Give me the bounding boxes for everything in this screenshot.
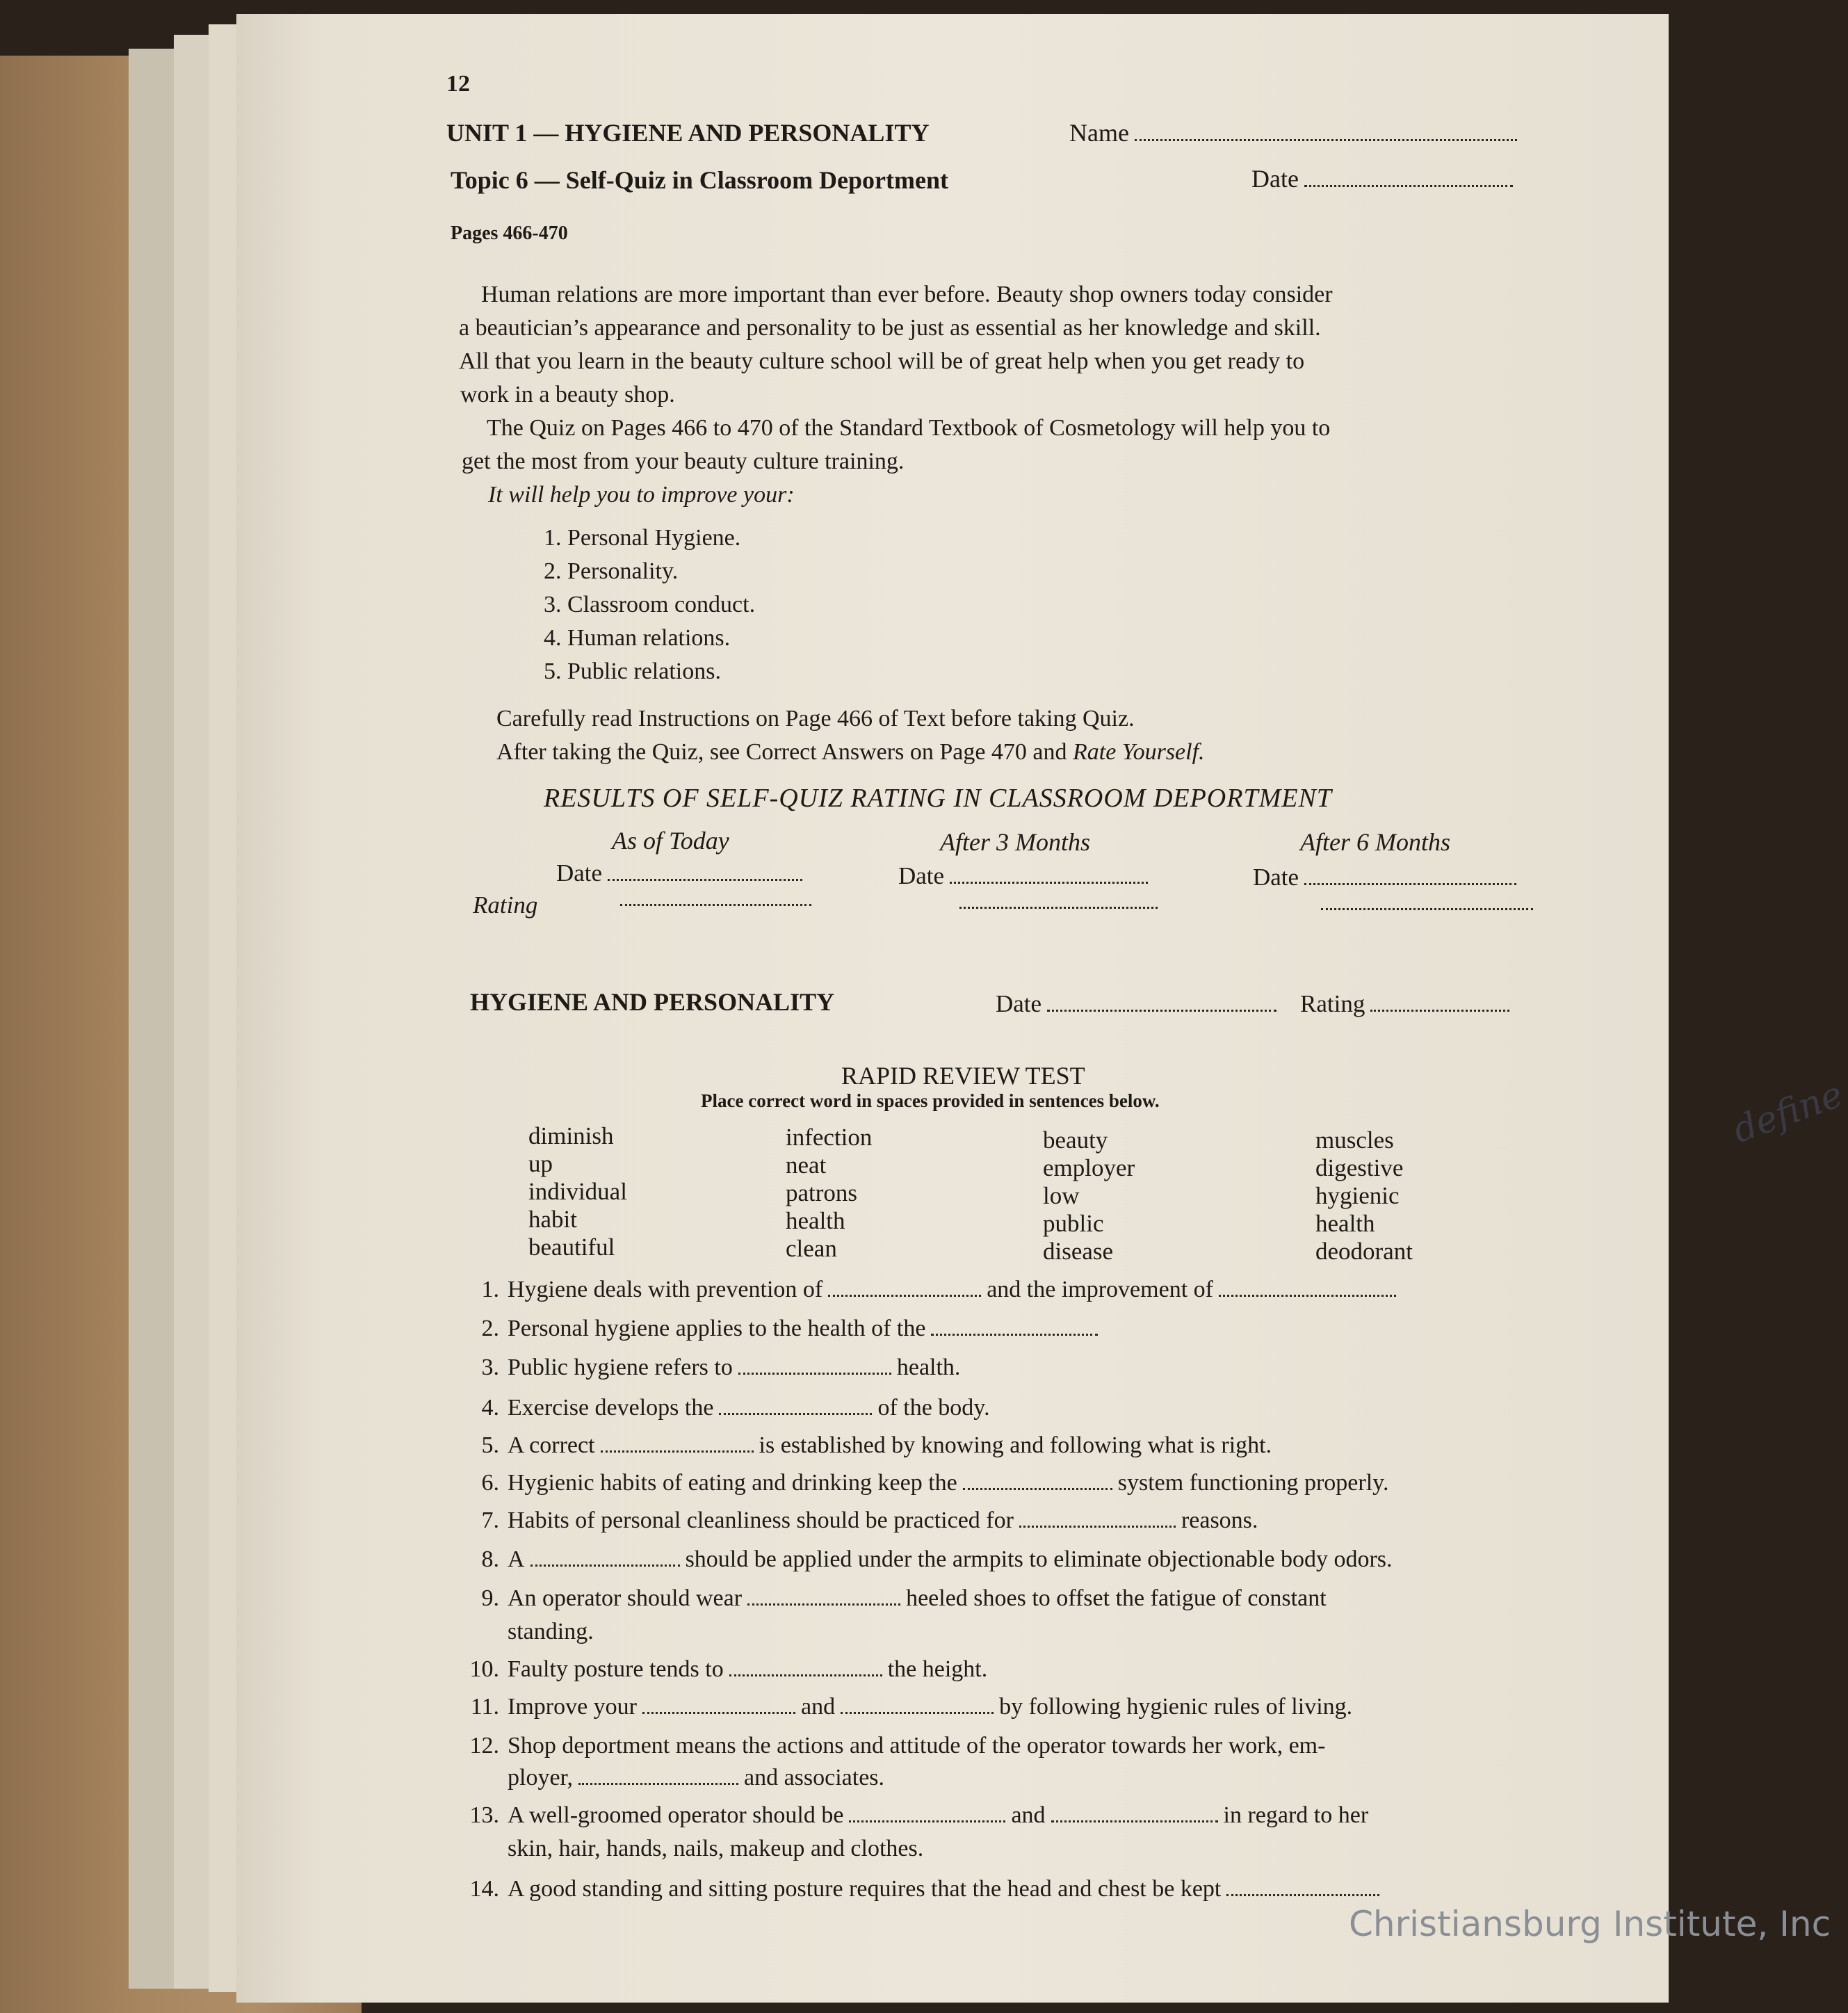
question-number: 3. <box>481 1355 499 1380</box>
rating-label: Rating <box>1300 990 1365 1017</box>
question-row <box>459 1876 1385 1902</box>
question-text: system functioning properly. <box>1117 1470 1389 1496</box>
answer-blank[interactable] <box>849 1820 1005 1822</box>
question-row <box>459 1507 1258 1534</box>
question-number: 12. <box>469 1733 499 1759</box>
date-field[interactable] <box>1251 164 1518 193</box>
intro-line: All that you learn in the beauty culture school will be of great help when you get ready to <box>459 348 1305 374</box>
word-bank-column <box>786 1124 872 1263</box>
list-item: 3. Classroom conduct. <box>544 592 756 617</box>
question-text: in regard to her <box>1223 1802 1369 1828</box>
rating-blank[interactable] <box>1370 1010 1509 1012</box>
date-blank[interactable] <box>1047 1010 1276 1012</box>
question-text: health. <box>896 1355 961 1380</box>
results-date-6months[interactable] <box>1253 864 1522 891</box>
word: neat <box>786 1151 827 1179</box>
answer-blank[interactable] <box>601 1450 754 1453</box>
question-text: and associates. <box>744 1765 885 1790</box>
intro-line: get the most from your beauty culture training. <box>462 448 905 474</box>
question-text: by following hygienic rules of living. <box>999 1694 1353 1720</box>
word: beautiful <box>528 1234 615 1261</box>
word: diminish <box>528 1122 614 1149</box>
question-row <box>459 1432 1272 1459</box>
word: employer <box>1043 1154 1135 1181</box>
question-row <box>459 1395 990 1421</box>
answer-blank[interactable] <box>931 1334 1098 1336</box>
section-date-field[interactable] <box>996 990 1282 1018</box>
date-label: Date <box>1251 165 1299 193</box>
answer-blank[interactable] <box>642 1712 795 1714</box>
instruction-italic: Rate Yourself. <box>1073 739 1205 765</box>
question-text: ployer, <box>508 1765 573 1790</box>
list-item: 4. Human relations. <box>544 625 731 651</box>
section-title: HYGIENE AND PERSONALITY <box>470 988 835 1016</box>
word: infection <box>786 1124 873 1151</box>
page-number: 12 <box>446 71 470 97</box>
date-blank[interactable] <box>1304 883 1516 885</box>
rating-blank[interactable] <box>959 900 1158 912</box>
word: individual <box>528 1178 627 1205</box>
name-field[interactable] <box>1069 118 1523 147</box>
answer-blank[interactable] <box>963 1488 1112 1490</box>
word: public <box>1043 1210 1104 1237</box>
word: muscles <box>1315 1126 1394 1154</box>
date-label: Date <box>556 859 603 887</box>
word: patrons <box>786 1179 858 1206</box>
word: habit <box>528 1206 577 1233</box>
question-text: A good standing and sitting posture requires that the head and chest be kept <box>508 1876 1222 1902</box>
question-text: standing. <box>508 1619 594 1644</box>
question-number: 7. <box>481 1507 499 1533</box>
results-col-today: As of Today <box>612 827 729 855</box>
question-number: 11. <box>470 1694 499 1720</box>
intro-line: work in a beauty shop. <box>460 382 675 407</box>
unit-title: UNIT 1 — HYGIENE AND PERSONALITY <box>446 119 930 147</box>
word: hygienic <box>1315 1182 1400 1209</box>
handwritten-note: define <box>1727 1073 1848 1152</box>
question-row <box>459 1585 1327 1612</box>
question-text: is established by knowing and following what is right. <box>759 1432 1272 1458</box>
question-row <box>459 1836 923 1862</box>
answer-blank[interactable] <box>841 1712 994 1714</box>
results-col-6months: After 6 Months <box>1300 828 1450 856</box>
question-number: 8. <box>481 1546 499 1572</box>
question-number: 13. <box>469 1802 499 1828</box>
question-number: 9. <box>481 1585 499 1611</box>
question-number: 2. <box>481 1316 499 1341</box>
question-row <box>459 1656 987 1683</box>
rapid-review-title: RAPID REVIEW TEST <box>841 1062 1085 1090</box>
pages-reference: Pages 466-470 <box>451 223 568 244</box>
question-number: 10. <box>469 1656 499 1682</box>
topic-title: Topic 6 — Self-Quiz in Classroom Deportment <box>451 166 948 194</box>
question-row <box>459 1733 1325 1759</box>
question-text: and the improvement of <box>987 1277 1213 1302</box>
answer-blank[interactable] <box>729 1674 882 1676</box>
question-text: reasons. <box>1181 1507 1258 1533</box>
answer-blank[interactable] <box>738 1373 891 1375</box>
date-blank[interactable] <box>1304 185 1513 187</box>
question-text: should be applied under the armpits to eliminate objectionable body odors. <box>685 1546 1393 1572</box>
question-text: Personal hygiene applies to the health of the <box>508 1316 926 1341</box>
list-item: 1. Personal Hygiene. <box>544 525 741 551</box>
question-text: Shop deportment means the actions and attitude of the operator towards her work, em- <box>508 1733 1326 1759</box>
word: deodorant <box>1315 1238 1413 1265</box>
word: clean <box>786 1235 837 1262</box>
question-text: Hygiene deals with prevention of <box>508 1277 823 1302</box>
question-number: 14. <box>469 1876 499 1902</box>
question-text: A well-groomed operator should be <box>508 1802 844 1828</box>
workbook-page <box>236 14 1848 2003</box>
question-text: Public hygiene refers to <box>508 1355 733 1380</box>
question-text: A <box>508 1546 525 1572</box>
question-number: 6. <box>481 1470 499 1496</box>
question-row <box>459 1546 1393 1573</box>
question-text: Improve your <box>508 1694 638 1720</box>
results-col-3months: After 3 Months <box>940 828 1090 856</box>
question-text: Exercise develops the <box>508 1395 714 1421</box>
list-item: 2. Personality. <box>544 558 679 584</box>
question-row <box>459 1694 1352 1720</box>
name-label: Name <box>1069 119 1129 147</box>
answer-blank[interactable] <box>530 1565 680 1567</box>
name-blank[interactable] <box>1135 139 1517 141</box>
question-row <box>459 1316 1103 1342</box>
word-bank-column <box>1043 1126 1135 1266</box>
question-text: A correct <box>508 1432 595 1458</box>
instruction-line: Carefully read Instructions on Page 466 of Text before taking Quiz. <box>496 706 1135 731</box>
question-text: Faulty posture tends to <box>508 1656 724 1682</box>
improve-line: It will help you to improve your: <box>488 482 795 508</box>
answer-blank[interactable] <box>1226 1894 1379 1896</box>
answer-blank[interactable] <box>747 1603 900 1606</box>
results-date-3months[interactable] <box>898 862 1153 890</box>
word-bank-column <box>528 1122 627 1261</box>
question-text: Habits of personal cleanliness should be practiced for <box>508 1507 1014 1533</box>
date-label: Date <box>996 990 1042 1017</box>
word-bank-column <box>1315 1126 1413 1266</box>
question-text: Hygienic habits of eating and drinking keep the <box>508 1470 957 1496</box>
intro-line: The Quiz on Pages 466 to 470 of the Standard Textbook of Cosmetology will help you to <box>487 415 1331 441</box>
answer-blank[interactable] <box>1219 1295 1396 1297</box>
intro-line: Human relations are more important than ever before. Beauty shop owners today consider <box>481 282 1333 307</box>
word: health <box>786 1207 845 1234</box>
question-text: of the body. <box>877 1395 990 1421</box>
intro-line: a beautician’s appearance and personality to be just as essential as her knowledge and skill. <box>459 315 1321 341</box>
answer-blank[interactable] <box>828 1295 981 1297</box>
results-title: RESULTS OF SELF-QUIZ RATING IN CLASSROOM DEPORTMENT <box>544 784 1332 813</box>
question-row <box>459 1470 1388 1496</box>
question-row <box>459 1802 1368 1829</box>
date-blank[interactable] <box>608 879 802 881</box>
question-text: An operator should wear <box>508 1585 743 1611</box>
question-row <box>459 1355 960 1381</box>
rating-blank[interactable] <box>620 897 811 910</box>
question-text: and <box>1011 1802 1046 1828</box>
question-text: and <box>801 1694 836 1720</box>
instruction-line <box>496 736 1205 769</box>
date-blank[interactable] <box>950 882 1148 884</box>
rapid-review-subtitle: Place correct word in spaces provided in sentences below. <box>701 1090 1160 1111</box>
answer-blank[interactable] <box>578 1783 738 1785</box>
date-label: Date <box>1253 864 1299 891</box>
question-number: 5. <box>481 1432 499 1458</box>
section-rating-field[interactable] <box>1300 990 1515 1018</box>
question-row <box>459 1765 884 1791</box>
word: low <box>1043 1182 1080 1209</box>
question-row <box>459 1277 1402 1303</box>
rating-label: Rating <box>473 891 538 919</box>
question-row <box>459 1619 594 1645</box>
word: digestive <box>1315 1154 1404 1181</box>
answer-blank[interactable] <box>719 1413 872 1415</box>
answer-blank[interactable] <box>1051 1820 1218 1822</box>
rating-blank[interactable] <box>1321 901 1533 914</box>
date-label: Date <box>898 862 945 889</box>
list-item: 5. Public relations. <box>544 658 721 684</box>
question-text: skin, hair, hands, nails, makeup and clothes. <box>508 1836 924 1861</box>
answer-blank[interactable] <box>1019 1526 1176 1528</box>
question-number: 1. <box>481 1277 499 1302</box>
word: health <box>1315 1210 1375 1237</box>
instruction-text: After taking the Quiz, see Correct Answers on Page 470 and <box>496 739 1067 765</box>
word: disease <box>1043 1238 1114 1265</box>
results-date-today[interactable] <box>556 859 808 887</box>
question-text: the height. <box>887 1656 988 1682</box>
word: up <box>528 1150 553 1177</box>
watermark: Christiansburg Institute, Inc <box>1349 1904 1831 1944</box>
question-text: heeled shoes to offset the fatigue of constant <box>906 1585 1327 1611</box>
question-number: 4. <box>481 1395 499 1421</box>
word: beauty <box>1043 1126 1108 1154</box>
